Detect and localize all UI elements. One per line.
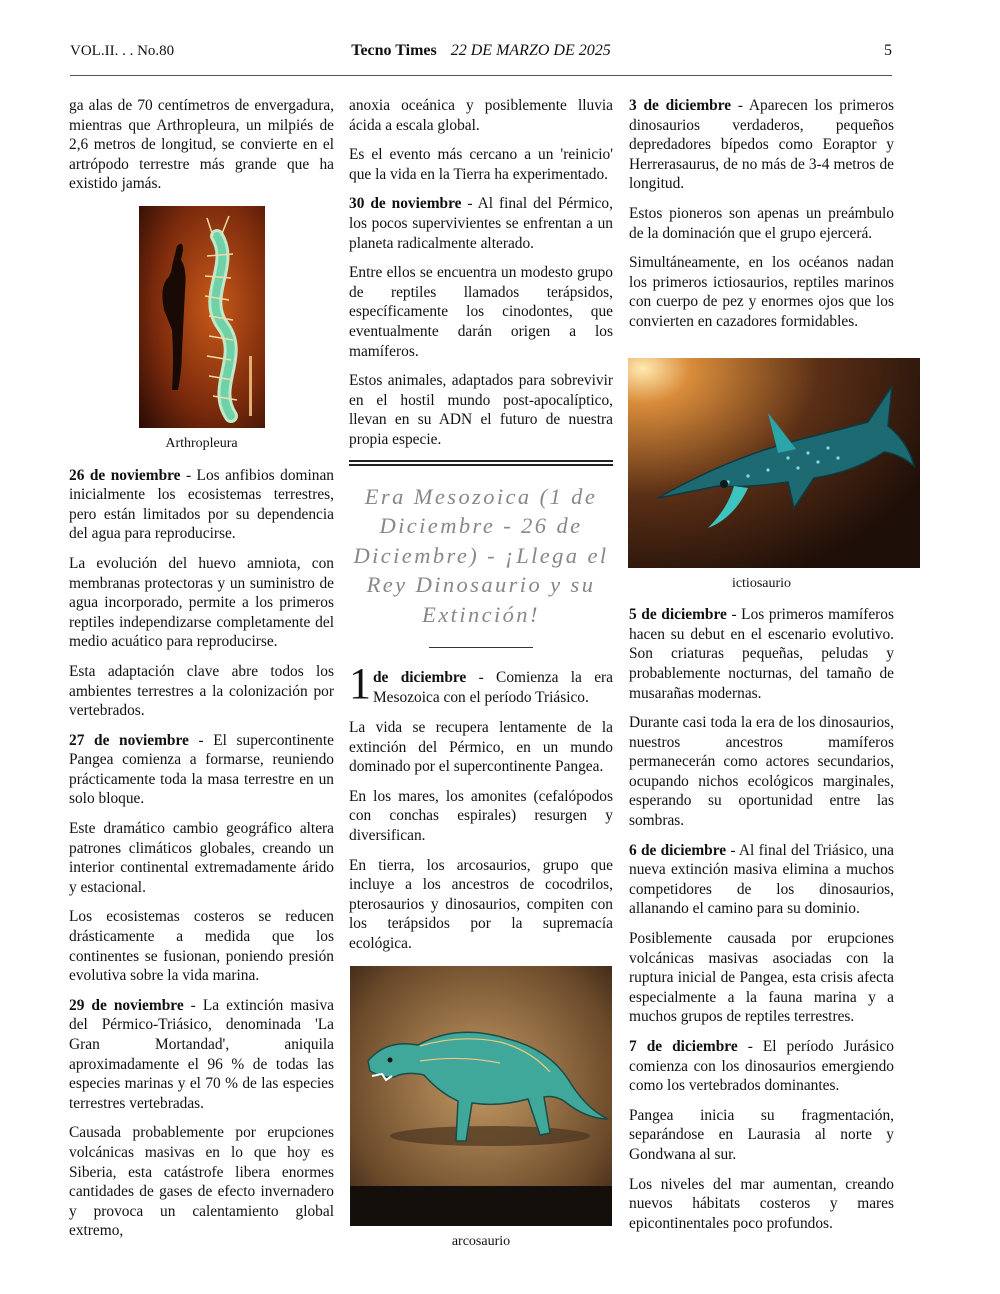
date-label: 26 de noviembre — [69, 466, 181, 484]
date-label: de diciembre — [373, 669, 467, 686]
paragraph: 3 de diciembre - Aparecen los primeros dinosaurios verdaderos, pequeños depredadores bípedos como Eoraptor y Herrerasaurus, de no más de 3-4 metros de longitud. — [629, 97, 894, 193]
paragraph: Posiblemente causada por erupciones volcánicas masivas asociadas con la ruptura inicial de Pangea, esta crisis afecta especialmente a la fauna marina y a muchos grupos de reptiles terrestres. — [629, 930, 894, 1026]
arthropleura-image — [139, 206, 265, 428]
paragraph: Estos pioneros son apenas un preámbulo de la dominación que el grupo ejercerá. — [629, 204, 894, 242]
date-label: 5 de diciembre — [629, 606, 727, 624]
archosaur-image — [350, 966, 612, 1226]
paragraph: La evolución del huevo amniota, con membranas protectoras y un suministro de agua incorporado, permite a los primeros reptiles independizarse completamente del medio acuático para reproducirse. — [69, 554, 334, 651]
paragraph: Este dramático cambio geográfico altera patrones climáticos globales, creando un interior continental extremadamente árido y estacional. — [69, 820, 334, 896]
ichthyosaur-image — [628, 358, 920, 568]
date-label: 29 de noviembre — [69, 996, 184, 1014]
date-label: 7 de diciembre — [629, 1038, 738, 1055]
drop-cap: 1 — [349, 659, 371, 708]
date-label: 3 de diciembre — [629, 97, 732, 114]
paragraph: 26 de noviembre - Los anfibios dominan inicialmente los ecosistemas terrestres, pero están limitados por su dependencia del agua para reproducirse. — [69, 466, 334, 543]
paragraph: Esta adaptación clave abre todos los ambientes terrestres a la colonización por vertebrados. — [69, 662, 334, 720]
paragraph: Causada probablemente por erupciones volcánicas masivas en lo que hoy es Siberia, esta catástrofe libera enormes cantidades de gases de efecto invernadero y provoca un calentamiento global extremo, — [69, 1124, 334, 1240]
column-3 — [629, 96, 894, 1243]
paper-name: Tecno Times — [351, 42, 437, 59]
section-divider — [349, 460, 613, 466]
paragraph: 7 de diciembre - El período Jurásico comienza con los dinosaurios emergiendo como los vertebrados dominantes. — [629, 1038, 894, 1095]
column-1 — [69, 96, 334, 1251]
paragraph: 5 de diciembre - Los primeros mamíferos hacen su debut en el escenario evolutivo. Son criaturas pequeñas, peludas y probablemente nocturnas, del tamaño de musarañas modernas. — [629, 606, 894, 702]
paragraph: ga alas de 70 centímetros de envergadura, mientras que Arthropleura, un milpiés de 2,6 metros de longitud, se convierte en el artrópodo terrestre más grande que ha existido jamás. — [69, 97, 334, 193]
date-label: 27 de noviembre — [69, 731, 189, 749]
paragraph: En los mares, los amonites (cefalópodos con conchas espirales) resurgen y diversifican. — [349, 787, 613, 844]
column-2 — [349, 96, 613, 1263]
paragraph: En tierra, los arcosaurios, grupo que incluye a los ancestros de cocodrilos, pterosaurios y dinosaurios, compiten con los terápsidos por la supremacía ecológica. — [349, 856, 613, 952]
paragraph: Los ecosistemas costeros se reducen drásticamente a medida que los continentes se fusionan, poniendo presión evolutiva sobre la vida marina. — [69, 908, 334, 985]
paragraph: Pangea inicia su fragmentación, separándose en Laurasia al norte y Gondwana al sur. — [629, 1106, 894, 1163]
figure-ichthyosaur — [629, 358, 894, 594]
figure-archosaur — [349, 966, 613, 1252]
paragraph: Estos animales, adaptados para sobrevivir en el hostil mundo post-apocalíptico, llevan en su ADN el futuro de nuestra propia especie. — [349, 372, 613, 448]
paragraph: Simultáneamente, en los océanos nadan los primeros ictiosaurios, reptiles marinos con cuerpo de pez y enormes ojos que los convierten en cazadores formidables. — [629, 254, 894, 330]
volume-number: VOL.II. . . No.80 — [70, 43, 175, 59]
paragraph: La vida se recupera lentamente de la extinción del Pérmico, en un mundo dominado por el supercontinente Pangea. — [349, 719, 613, 776]
paragraph: Durante casi toda la era de los dinosaurios, nuestros ancestros mamíferos permanecerán como actores secundarios, ocupando nichos ecológicos marginales, esperando su oportunidad entre las sombras. — [629, 714, 894, 830]
paragraph: Es el evento más cercano a un 'reinicio' que la vida en la Tierra ha experimentado. — [349, 146, 613, 183]
paragraph: 1 de diciembre - Comienza la era Mesozoica con el período Triásico. — [349, 659, 613, 708]
paragraph: Los niveles del mar aumentan, creando nuevos hábitats costeros y mares epicontinentales poco profundos. — [629, 1175, 894, 1232]
title-underline — [429, 647, 533, 648]
figure-arthropleura — [69, 206, 334, 454]
figure-caption: Arthropleura — [165, 435, 238, 451]
paragraph: Entre ellos se encuentra un modesto grupo de reptiles llamados terápsidos, específicamente los cinodontes, que eventualmente darán origen a los mamíferos. — [349, 264, 613, 360]
figure-caption: ictiosaurio — [731, 575, 792, 591]
paragraph: 27 de noviembre - El supercontinente Pangea comienza a formarse, reuniendo prácticamente toda la masa terrestre en un solo bloque. — [69, 731, 334, 808]
date-label: 6 de diciembre — [629, 841, 727, 859]
figure-caption: arcosaurio — [451, 1233, 511, 1249]
section-title: Era Mesozoica (1 de Diciembre - 26 de Diciembre) - ¡Llega el Rey Dinosaurio y su Extinción! — [353, 483, 609, 627]
page-header — [70, 40, 892, 66]
header-rule — [70, 75, 892, 76]
masthead — [70, 42, 892, 60]
date-label: 30 de noviembre — [349, 195, 462, 213]
paragraph: 6 de diciembre - Al final del Triásico, una nueva extinción masiva elimina a muchos competidores de los dinosaurios, allanando el camino para su dominio. — [629, 841, 894, 918]
paragraph: 29 de noviembre - La extinción masiva del Pérmico-Triásico, denominada 'La Gran Mortandad', aniquila aproximadamente el 96 % de todas las especies marinas y el 70 % de las especies terrestres vertebradas. — [69, 996, 334, 1112]
paragraph: anoxia oceánica y posiblemente lluvia ácida a escala global. — [349, 97, 613, 134]
issue-date: 22 DE MARZO DE 2025 — [450, 42, 611, 59]
page-number: 5 — [884, 42, 892, 59]
paragraph: 30 de noviembre - Al final del Pérmico, los pocos supervivientes se enfrentan a un planeta radicalmente alterado. — [349, 195, 613, 252]
